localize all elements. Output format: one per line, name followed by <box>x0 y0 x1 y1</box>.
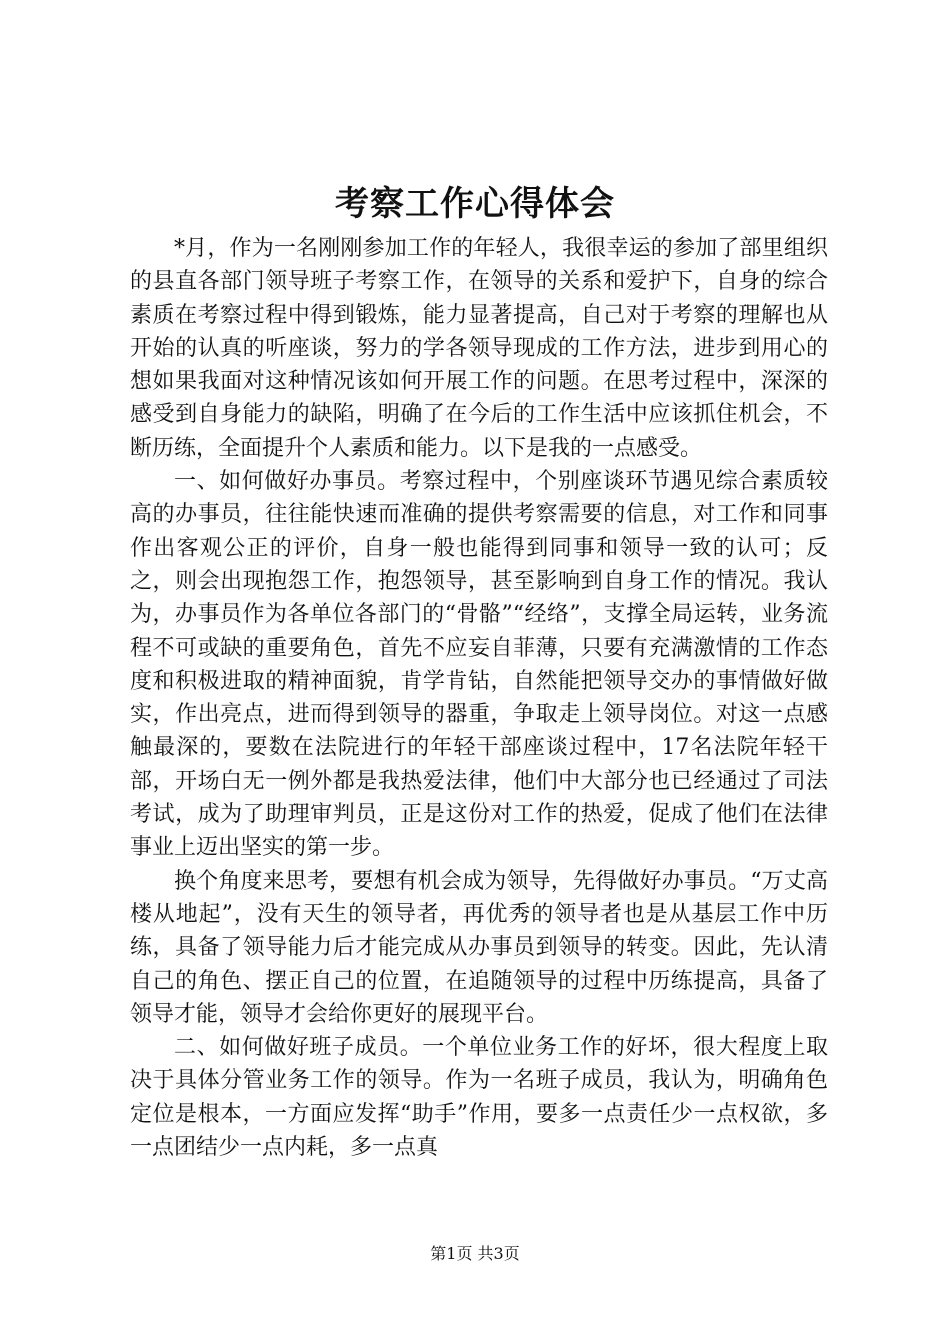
paragraph: 二、如何做好班子成员。一个单位业务工作的好坏，很大程度上取决于具体分管业务工作的领导。作为一名班子成员，我认为，明确角色定位是根本，一方面应发挥“助手”作用，要多一点责任少一点权欲，多一点团结少一点内耗，多一点真 <box>130 1035 828 1161</box>
paragraph: 换个角度来思考，要想有机会成为领导，先得做好办事员。“万丈高楼从地起”，没有天生的领导者，再优秀的领导者也是从基层工作中历练，具备了领导能力后才能完成从办事员到领导的转变。因此，先认清自己的角色、摆正自己的位置，在追随领导的过程中历练提高，具备了领导才能，领导才会给你更好的展现平台。 <box>130 868 828 1027</box>
document-body <box>130 232 828 1164</box>
page-number-footer: 第1页 共3页 <box>430 1244 520 1263</box>
document-title: 考察工作心得体会 <box>335 184 615 224</box>
paragraph: *月，作为一名刚刚参加工作的年轻人，我很幸运的参加了部里组织的县直各部门领导班子考察工作，在领导的关系和爱护下，自身的综合素质在考察过程中得到锻炼，能力显著提高，自己对于考察的理解也从开始的认真的听座谈，努力的学各领导现成的工作方法，进步到用心的想如果我面对这种情况该如何开展工作的问题。在思考过程中，深深的感受到自身能力的缺陷，明确了在今后的工作生活中应该抓住机会，不断历练，全面提升个人素质和能力。以下是我的一点感受。 <box>130 236 828 461</box>
paragraph: 一、如何做好办事员。考察过程中，个别座谈环节遇见综合素质较高的办事员，往往能快速而准确的提供考察需要的信息，对工作和同事作出客观公正的评价，自身一般也能得到同事和领导一致的认可；反之，则会出现抱怨工作，抱怨领导，甚至影响到自身工作的情况。我认为，办事员作为各单位各部门的“骨骼”“经络”，支撑全局运转，业务流程不可或缺的重要角色，首先不应妄自菲薄，只要有充满激情的工作态度和积极进取的精神面貌，肯学肯钻，自然能把领导交办的事情做好做实，作出亮点，进而得到领导的器重，争取走上领导岗位。对这一点感触最深的，要数在法院进行的年轻干部座谈过程中，17名法院年轻干部，开场白无一例外都是我热爱法律，他们中大部分也已经通过了司法考试，成为了助理审判员，正是这份对工作的热爱，促成了他们在法律事业上迈出坚实的第一步。 <box>130 469 828 861</box>
